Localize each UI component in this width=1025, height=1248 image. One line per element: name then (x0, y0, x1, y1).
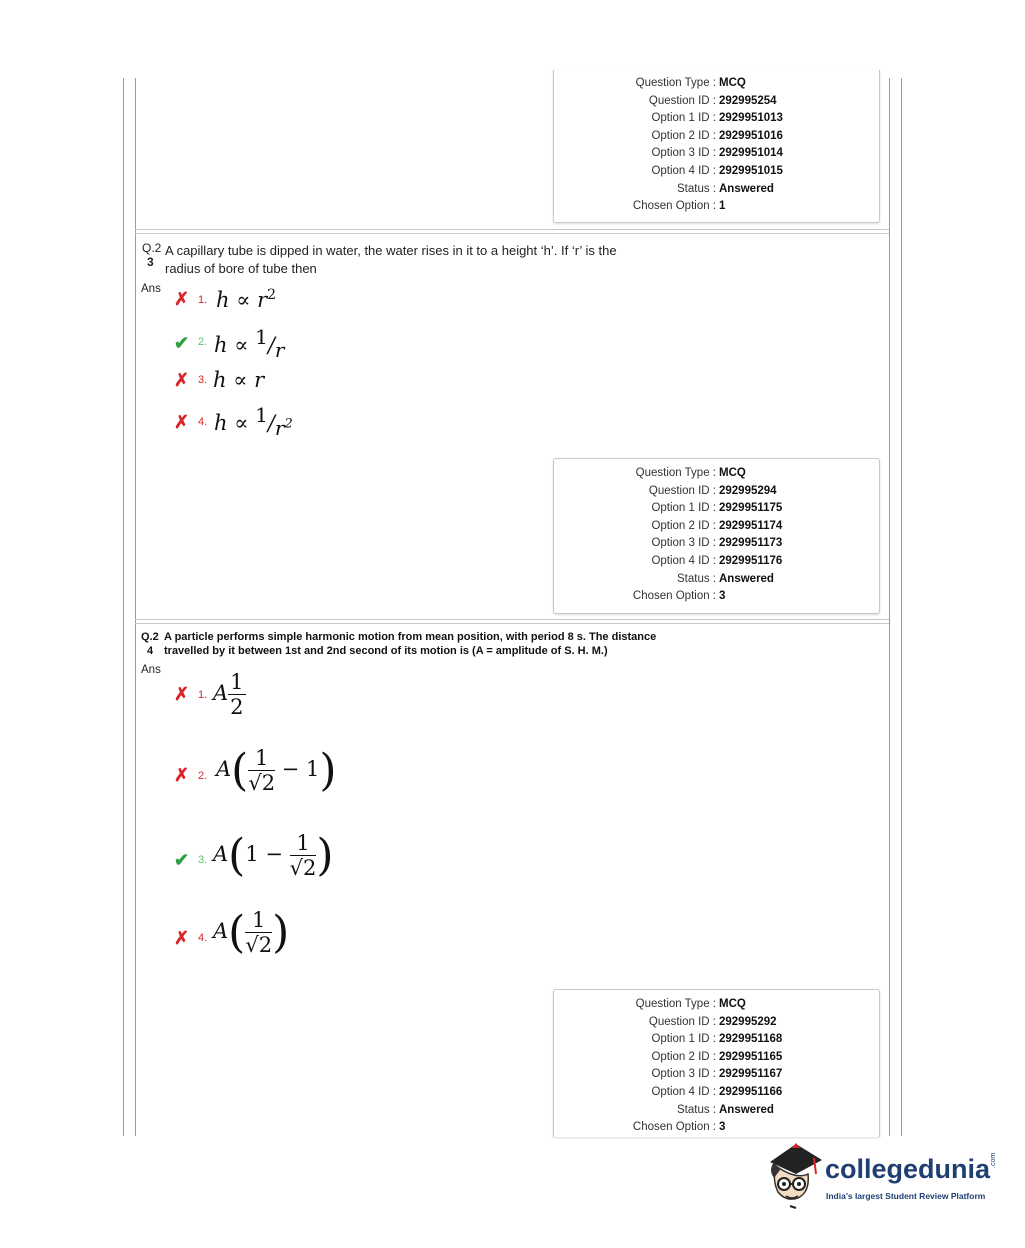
brand-name: collegedunia (825, 1154, 991, 1184)
page-border-right (901, 78, 902, 1136)
meta-label: Option 1 ID : (651, 502, 716, 514)
option-id-value: 2929951174 (719, 520, 783, 532)
question-type-value: MCQ (719, 998, 746, 1010)
section-divider (135, 623, 889, 624)
option-id-value: 2929951175 (719, 502, 783, 514)
option-id-value: 2929951176 (719, 555, 783, 567)
answer-label: Ans (141, 664, 161, 676)
meta-label: Chosen Option : (632, 590, 716, 602)
option-math: A( $\frac{1}{√2}$ ) (213, 907, 290, 958)
meta-label: Question ID : (648, 485, 716, 497)
option-id-value: 2929951167 (719, 1068, 783, 1080)
question-type-value: MCQ (719, 467, 746, 479)
option-math: $h \propto r^2$ (216, 287, 277, 312)
meta-label: Status : (677, 1104, 716, 1116)
option-id-value: 2929951173 (719, 537, 783, 549)
wrong-mark-icon: ✗ (174, 928, 190, 948)
status-value: Answered (719, 573, 774, 585)
option-math: A $\frac{1}{2}$ (213, 670, 244, 719)
meta-label: Option 2 ID : (651, 520, 716, 532)
meta-label: Question ID : (648, 95, 716, 107)
question-number: Q.2 (141, 631, 159, 643)
question-id-value: 292995292 (719, 1016, 777, 1028)
answer-label: Ans (141, 283, 161, 295)
option-number: 3. (198, 374, 208, 386)
option-number: 4. (198, 932, 208, 944)
meta-label: Option 2 ID : (651, 130, 716, 142)
collegedunia-mascot-icon (766, 1140, 824, 1212)
option-number: 4. (198, 416, 208, 428)
meta-label: Option 3 ID : (651, 147, 716, 159)
section-divider (135, 233, 889, 234)
option-id-value: 2929951014 (719, 147, 783, 159)
question-number-suffix: 4 (147, 645, 154, 657)
meta-label: Option 1 ID : (651, 112, 716, 124)
meta-label: Question Type : (635, 467, 716, 479)
option-math: $h \propto ^1/_r$ (214, 325, 285, 363)
question-text: A particle performs simple harmonic motion from mean position, with period 8 s. The distance travelled by it between 1st and 2nd second of its motion is (A = amplitude of S. H. M.) (164, 631, 657, 657)
meta-label: Option 3 ID : (651, 537, 716, 549)
content-border-left (135, 78, 136, 1136)
meta-label: Option 4 ID : (651, 1086, 716, 1098)
meta-label: Status : (677, 573, 716, 585)
option-id-value: 2929951168 (719, 1033, 783, 1045)
content-border-right (889, 78, 890, 1136)
status-value: Answered (719, 183, 774, 195)
meta-label: Question Type : (635, 77, 716, 89)
correct-mark-icon: ✔ (174, 850, 190, 870)
section-divider (135, 229, 889, 230)
option-id-value: 2929951165 (719, 1051, 783, 1063)
meta-label: Question Type : (635, 998, 716, 1010)
option-number: 3. (198, 854, 208, 866)
option-number: 2. (198, 770, 208, 782)
correct-mark-icon: ✔ (174, 333, 190, 353)
option-id-value: 2929951166 (719, 1086, 783, 1098)
question-id-value: 292995294 (719, 485, 777, 497)
wrong-mark-icon: ✗ (174, 412, 190, 432)
option-number: 2. (198, 336, 208, 348)
chosen-option-value: 3 (719, 590, 726, 602)
option-math: A( $\frac{1}{√2}$ − 1) (216, 745, 337, 796)
meta-label: Option 4 ID : (651, 555, 716, 567)
brand-tagline: India's largest Student Review Platform (826, 1191, 986, 1201)
page-border-left (123, 78, 124, 1136)
question-meta-panel (553, 70, 880, 223)
question-number: Q.2 (142, 241, 162, 255)
status-value: Answered (719, 1104, 774, 1116)
section-divider (135, 619, 889, 620)
meta-label: Chosen Option : (632, 200, 716, 212)
meta-label: Chosen Option : (632, 1121, 716, 1133)
question-meta-panel (553, 989, 880, 1137)
wrong-mark-icon: ✗ (174, 370, 190, 390)
meta-label: Option 2 ID : (651, 1051, 716, 1063)
wrong-mark-icon: ✗ (174, 765, 190, 785)
meta-label: Option 3 ID : (651, 1068, 716, 1080)
wrong-mark-icon: ✗ (174, 684, 190, 704)
brand-domain: .com (990, 1152, 997, 1168)
chosen-option-value: 1 (719, 200, 726, 212)
option-id-value: 2929951015 (719, 165, 783, 177)
question-id-value: 292995254 (719, 95, 777, 107)
option-math: $h \propto ^1/_{r^2}$ (214, 403, 293, 441)
option-id-value: 2929951016 (719, 130, 783, 142)
meta-label: Option 1 ID : (651, 1033, 716, 1045)
meta-label: Status : (677, 183, 716, 195)
chosen-option-value: 3 (719, 1121, 726, 1133)
option-math: A(1 − $\frac{1}{√2}$ ) (213, 830, 334, 881)
option-math: h ∝ r (213, 368, 265, 392)
option-number: 1. (198, 689, 208, 701)
option-id-value: 2929951013 (719, 112, 783, 124)
meta-label: Option 4 ID : (651, 165, 716, 177)
question-number-suffix: 3 (147, 255, 154, 269)
question-meta-panel (553, 458, 880, 614)
wrong-mark-icon: ✗ (174, 289, 190, 309)
meta-label: Question ID : (648, 1016, 716, 1028)
question-text: A capillary tube is dipped in water, the water rises in it to a height ‘h’. If ‘r’ is the radius of bore of tube then (165, 243, 617, 276)
question-type-value: MCQ (719, 77, 746, 89)
option-number: 1. (198, 294, 208, 306)
